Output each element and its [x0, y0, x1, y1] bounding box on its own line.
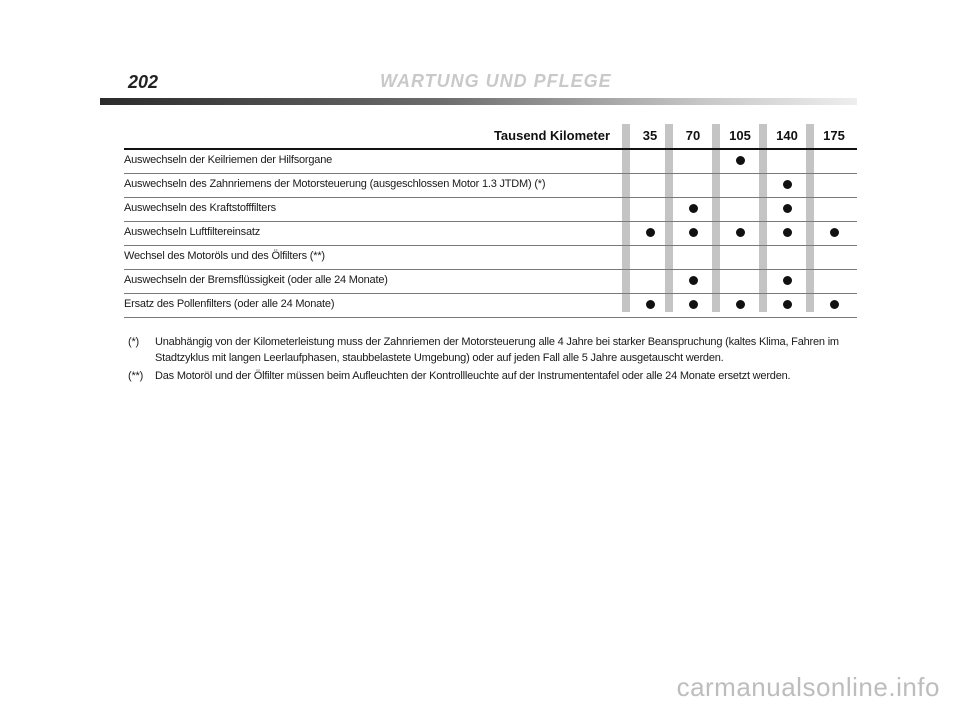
interval-dot-175	[830, 300, 839, 309]
row-label: Auswechseln der Bremsflüssigkeit (oder alle 24 Monate)	[124, 274, 388, 286]
page-number: 202	[128, 72, 159, 92]
interval-dot-105	[736, 156, 745, 165]
footnote-marker: (*)	[128, 336, 140, 348]
interval-dot-70	[689, 204, 698, 213]
interval-dot-70	[689, 300, 698, 309]
interval-dot-105	[736, 228, 745, 237]
row-label: Auswechseln des Zahnriemens der Motorsteuerung (ausgeschlossen Motor 1.3 JTDM) (*)	[124, 178, 546, 190]
km-header-105: 105	[729, 128, 751, 143]
interval-dot-175	[830, 228, 839, 237]
table-row	[124, 198, 857, 222]
footnote-text: Unabhängig von der Kilometerleistung muss der Zahnriemen der Motorsteuerung alle 4 Jahre bei starker Beanspruchung (kaltes Klima, Fahren im Stadtzyklus mit langen Leerlaufphasen, staubbelastete Umgebung) oder auf jeden Fall alle 5 Jahre ausgetauscht werden.	[155, 336, 839, 364]
interval-dot-140	[783, 276, 792, 285]
watermark: carmanualsonline.info	[676, 672, 940, 702]
row-label: Wechsel des Motoröls und des Ölfilters (**)	[124, 250, 325, 262]
interval-dot-105	[736, 300, 745, 309]
interval-dot-140	[783, 300, 792, 309]
interval-dot-70	[689, 276, 698, 285]
interval-dot-35	[646, 300, 655, 309]
table-row	[124, 246, 857, 270]
table-row	[124, 150, 857, 174]
header-rule	[100, 98, 857, 105]
footnote-text: Das Motoröl und der Ölfilter müssen beim Aufleuchten der Kontrollleuchte auf der Instrumententafel oder alle 24 Monate ersetzt werden.	[155, 370, 791, 382]
km-header-140: 140	[776, 128, 798, 143]
footnote	[128, 368, 860, 384]
footnote-marker: (**)	[128, 370, 144, 382]
km-header-70: 70	[685, 128, 701, 143]
row-label: Auswechseln der Keilriemen der Hilfsorgane	[124, 154, 333, 166]
table-row	[124, 174, 857, 198]
interval-dot-140	[783, 204, 792, 213]
row-label: Auswechseln des Kraftstofffilters	[124, 202, 276, 214]
interval-dot-140	[783, 228, 792, 237]
table-row	[124, 222, 857, 246]
table-row	[124, 270, 857, 294]
interval-dot-140	[783, 180, 792, 189]
row-label: Ersatz des Pollenfilters (oder alle 24 Monate)	[124, 298, 335, 310]
km-header-35: 35	[642, 128, 658, 143]
interval-dot-70	[689, 228, 698, 237]
km-header-label: Tausend Kilometer	[493, 128, 610, 143]
table-row	[124, 294, 857, 318]
km-header-175: 175	[823, 128, 845, 143]
interval-dot-35	[646, 228, 655, 237]
page-title: WARTUNG UND PFLEGE	[380, 71, 612, 91]
footnote	[128, 334, 860, 366]
row-label: Auswechseln Luftfiltereinsatz	[124, 226, 261, 238]
